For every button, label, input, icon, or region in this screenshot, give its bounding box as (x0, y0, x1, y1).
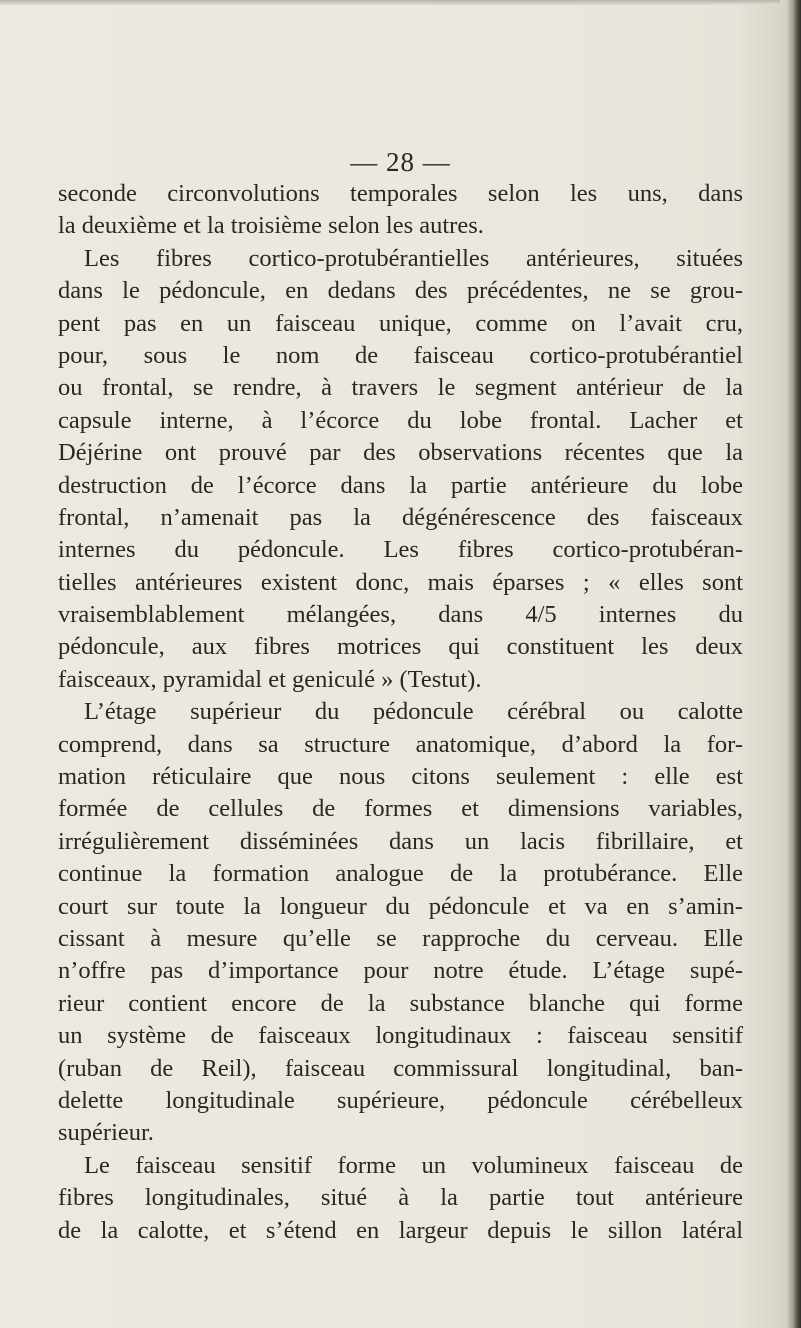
text-line: (ruban de Reil), faisceau commissural longitudinal, ban- (58, 1054, 743, 1082)
text-line: Les fibres cortico-protubérantielles antérieures, situées (84, 244, 743, 272)
page-top-edge (0, 0, 780, 5)
text-line: L’étage supérieur du pédoncule cérébral ou calotte (84, 698, 743, 726)
text-line: de la calotte, et s’étend en largeur depuis le sillon latéral (58, 1216, 743, 1244)
text-line: frontal, n’amenait pas la dégénérescence des faisceaux (58, 503, 743, 531)
text-line: court sur toute la longueur du pédoncule et va en s’amin- (58, 892, 743, 920)
body-text (58, 178, 743, 1247)
text-line: continue la formation analogue de la protubérance. Elle (58, 860, 743, 888)
text-line: destruction de l’écorce dans la partie antérieure du lobe (58, 471, 743, 499)
text-line: tielles antérieures existent donc, mais éparses ; « elles sont (58, 568, 743, 596)
text-line: mation réticulaire que nous citons seulement : elle est (58, 763, 743, 791)
text-line: faisceaux, pyramidal et geniculé » (Testut). (58, 665, 482, 693)
text-line: supérieur. (58, 1119, 154, 1147)
text-line: ou frontal, se rendre, à travers le segment antérieur de la (58, 374, 743, 402)
text-line: capsule interne, à l’écorce du lobe frontal. Lacher et (58, 406, 743, 434)
text-line: delette longitudinale supérieure, pédoncule cérébelleux (58, 1086, 743, 1114)
text-line: cissant à mesure qu’elle se rapproche du cerveau. Elle (58, 924, 743, 952)
text-line: Le faisceau sensitif forme un volumineux faisceau de (84, 1151, 743, 1179)
text-line: la deuxième et la troisième selon les autres. (58, 212, 484, 240)
text-line: dans le pédoncule, en dedans des précédentes, ne se grou- (58, 277, 743, 305)
text-line: pent pas en un faisceau unique, comme on l’avait cru, (58, 309, 743, 337)
text-line: formée de cellules de formes et dimensions variables, (58, 795, 743, 823)
text-line: irrégulièrement disséminées dans un lacis fibrillaire, et (58, 827, 743, 855)
text-line: vraisemblablement mélangées, dans 4/5 internes du (58, 601, 743, 629)
text-line: n’offre pas d’importance pour notre étude. L’étage supé- (58, 957, 743, 985)
text-line: Déjérine ont prouvé par des observations récentes que la (58, 439, 743, 467)
text-line: comprend, dans sa structure anatomique, d’abord la for- (58, 730, 743, 758)
page-spine-shadow (787, 0, 801, 1328)
page-number: — 28 — (350, 147, 451, 177)
text-line: fibres longitudinales, situé à la partie tout antérieure (58, 1184, 743, 1212)
text-line: un système de faisceaux longitudinaux : faisceau sensitif (58, 1022, 743, 1050)
text-line: pour, sous le nom de faisceau cortico-protubérantiel (58, 341, 743, 369)
text-line: rieur contient encore de la substance blanche qui forme (58, 989, 743, 1017)
text-line: pédoncule, aux fibres motrices qui constituent les deux (58, 633, 743, 661)
text-line: internes du pédoncule. Les fibres cortico-protubéran- (58, 536, 743, 564)
text-line: seconde circonvolutions temporales selon les uns, dans (58, 180, 743, 207)
